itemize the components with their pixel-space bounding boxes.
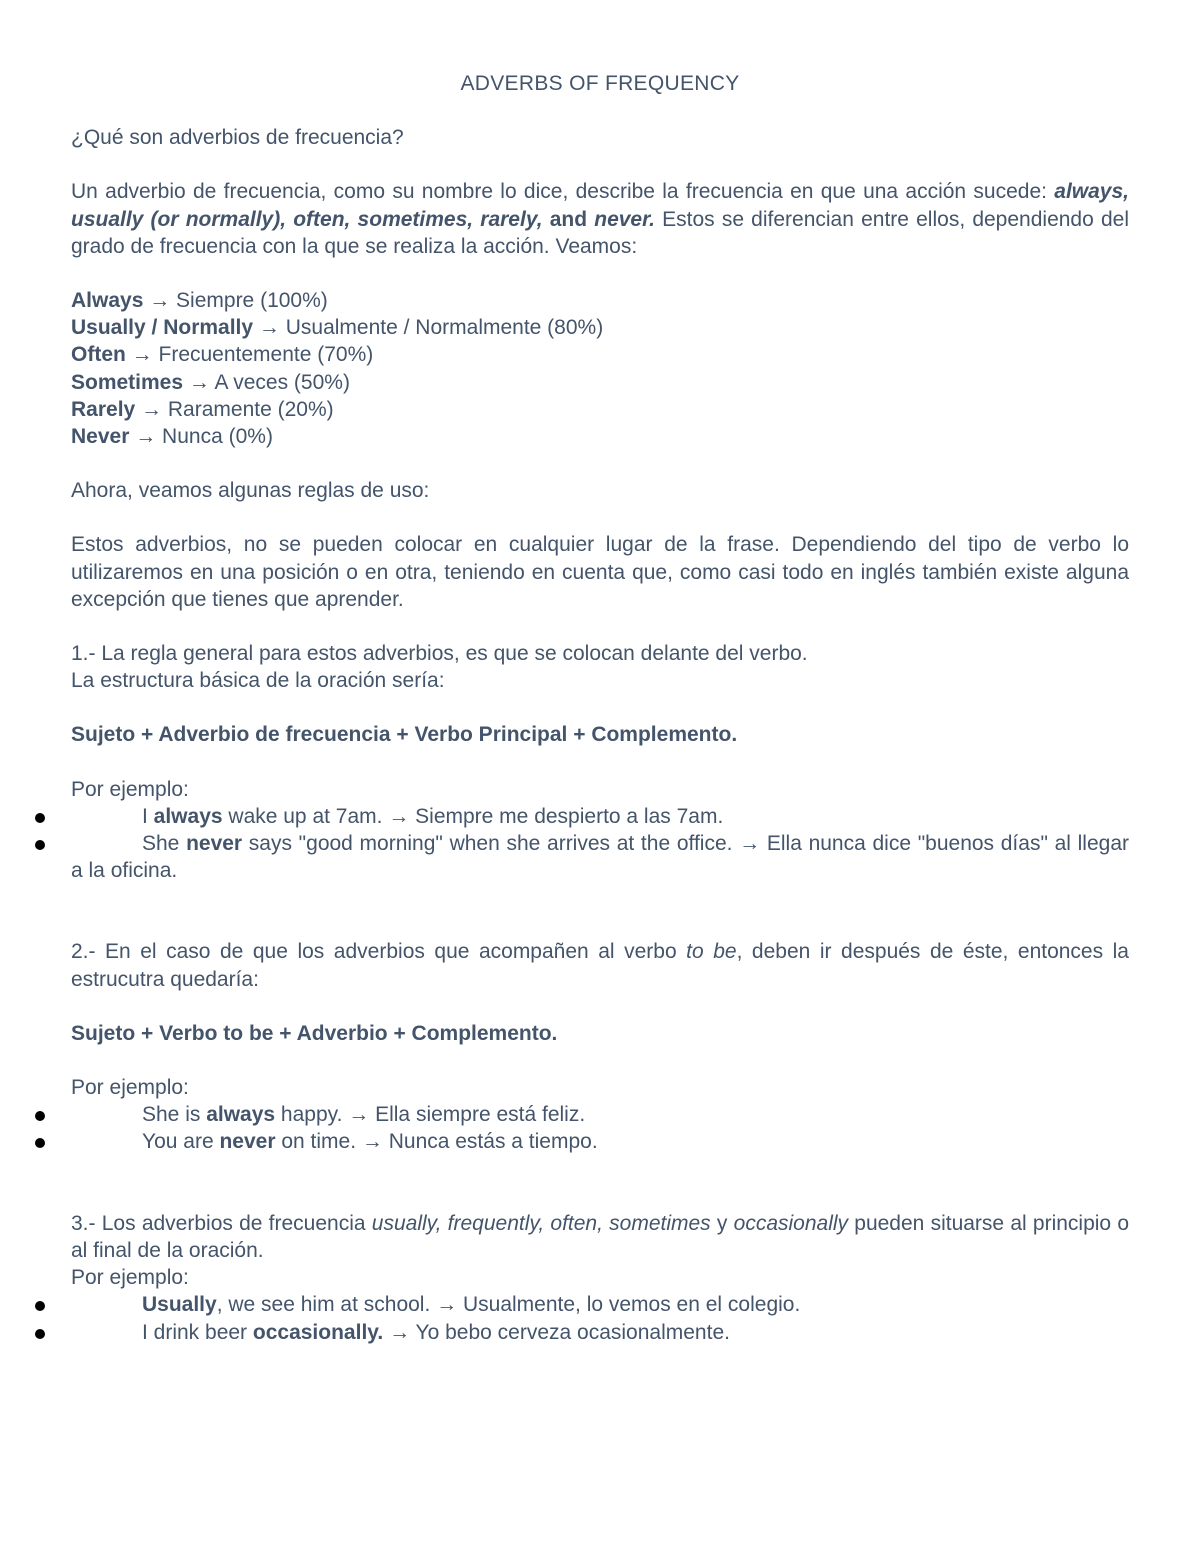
page-title: ADVERBS OF FREQUENCY (460, 72, 740, 95)
adverb-list-emphasis: always, usually (or normally), often, sometimes, rarely, (71, 180, 1129, 231)
frequency-item: Always → Siempre (100%) (71, 289, 328, 313)
frequency-item: Never → Nunca (0%) (71, 425, 273, 449)
rules-intro: Ahora, veamos algunas reglas de uso: (71, 479, 430, 503)
placement-paragraph: Estos adverbios, no se pueden colocar en cualquier lugar de la frase. Dependiendo del tipo de verbo lo utilizaremos en una posición o en otra, teniendo en cuenta que, como casi todo en inglés también existe alguna excepción que tienes que aprender. (71, 533, 1129, 611)
frequency-list (71, 287, 1129, 450)
frequency-item: Often → Frecuentemente (70%) (71, 343, 374, 367)
list-item: Usually, we see him at school. → Usualmente, lo vemos en el colegio. (71, 1291, 1129, 1318)
rule3-paragraph: 3.- Los adverbios de frecuencia usually, frequently, often, sometimes y occasionally pueden situarse al principio o al final de la oración. (71, 1211, 1130, 1262)
rule2-examples (71, 1101, 1129, 1155)
list-item: She never says "good morning" when she arrives at the office. → Ella nunca dice "buenos días" al llegar a la oficina. (71, 830, 1129, 884)
list-item: I always wake up at 7am. → Siempre me despierto a las 7am. (71, 803, 1129, 830)
intro-paragraph: Un adverbio de frecuencia, como su nombre lo dice, describe la frecuencia en que una acción sucede: always, usually (or normally), often, sometimes, rarely, and never. Estos se diferencian entre ellos, dependiendo del grado de frecuencia con la que se realiza la acción. Veamos: (71, 180, 1129, 258)
question-heading: ¿Qué son adverbios de frecuencia? (71, 126, 404, 150)
rule1-line1: 1.- La regla general para estos adverbios, es que se colocan delante del verbo. (71, 642, 808, 666)
list-item: She is always happy. → Ella siempre está feliz. (71, 1101, 1129, 1128)
frequency-item: Usually / Normally → Usualmente / Normalmente (80%) (71, 316, 604, 340)
rule2-paragraph: 2.- En el caso de que los adverbios que acompañen al verbo to be, deben ir después de éste, entonces la estrucutra quedaría: (71, 940, 1129, 991)
frequency-item: Rarely → Raramente (20%) (71, 397, 334, 421)
rule1-example-label: Por ejemplo: (71, 777, 189, 801)
frequency-item: Sometimes → A veces (50%) (71, 370, 350, 394)
list-item: You are never on time. → Nunca estás a tiempo. (71, 1128, 1129, 1155)
list-item: I drink beer occasionally. → Yo bebo cerveza ocasionalmente. (71, 1319, 1129, 1346)
rule3-example-label: Por ejemplo: (71, 1266, 189, 1290)
rule1-line2: La estructura básica de la oración sería: (71, 669, 445, 693)
rule1-examples (71, 803, 1129, 885)
rule3-examples (71, 1291, 1129, 1345)
rule1-structure: Sujeto + Adverbio de frecuencia + Verbo Principal + Complemento. (71, 723, 738, 747)
rule2-structure: Sujeto + Verbo to be + Adverbio + Complemento. (71, 1021, 558, 1045)
rule2-example-label: Por ejemplo: (71, 1076, 189, 1100)
document-body (71, 70, 1129, 1346)
